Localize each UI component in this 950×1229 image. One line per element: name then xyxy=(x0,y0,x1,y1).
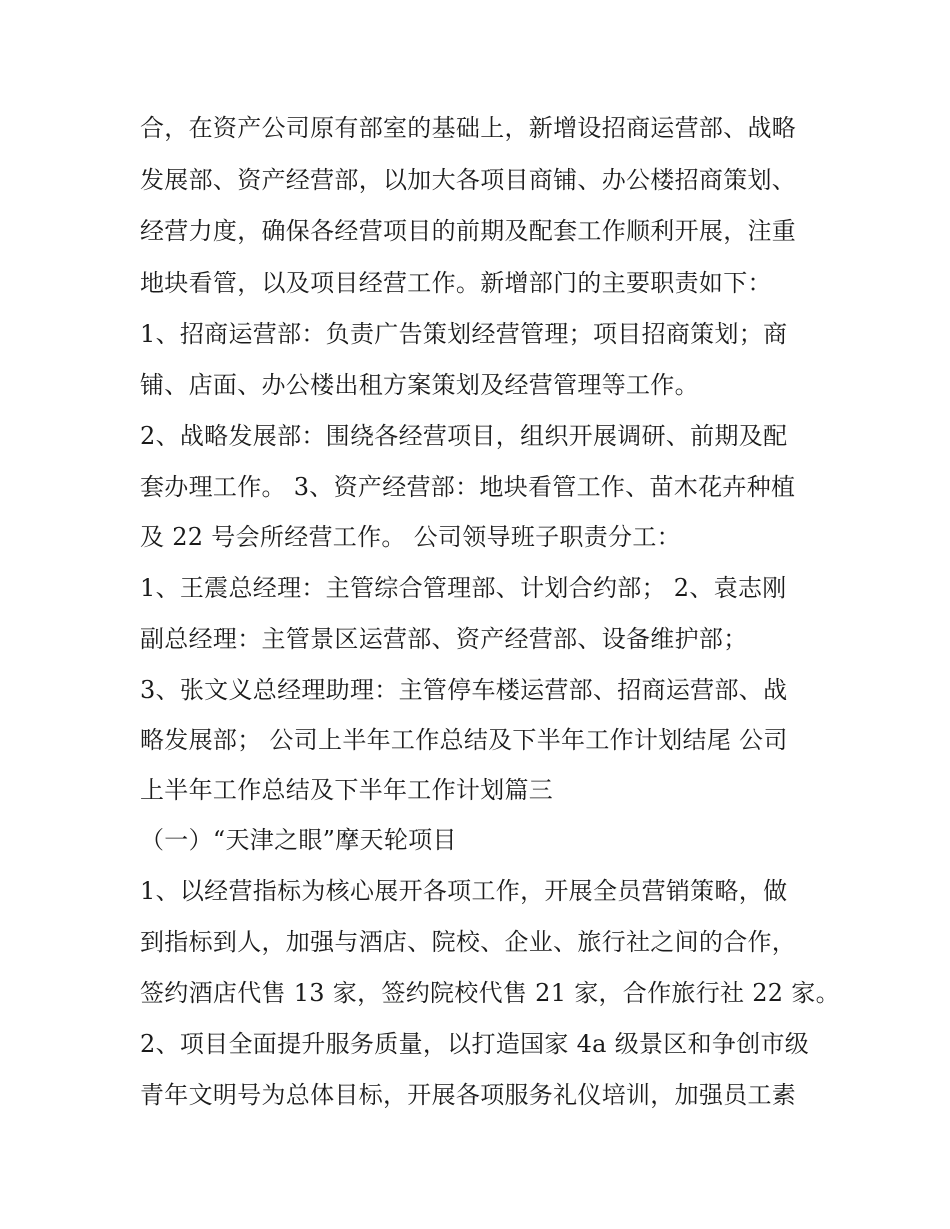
text-line: 签约酒店代售 13 家，签约院校代售 21 家，合作旅行社 22 家。 xyxy=(140,979,840,1007)
text-line: 副总经理：主管景区运营部、资产经营部、设备维护部； xyxy=(140,625,748,653)
text-line: 1、王震总经理：主管综合管理部、计划合约部； 2、袁志刚 xyxy=(140,574,787,602)
text-line: 发展部、资产经营部，以加大各项目商铺、办公楼招商策划、 xyxy=(140,166,797,194)
text-line: 铺、店面、办公楼出租方案策划及经营管理等工作。 xyxy=(140,371,699,399)
text-line: 略发展部； 公司上半年工作总结及下半年工作计划结尾 公司 xyxy=(140,726,788,754)
text-line: 及 22 号会所经营工作。 公司领导班子职责分工： xyxy=(140,523,681,551)
text-line: 合，在资产公司原有部室的基础上，新增设招商运营部、战略 xyxy=(140,114,797,142)
text-line: 1、招商运营部：负责广告策划经营管理；项目招商策划；商 xyxy=(140,320,788,348)
text-line: 套办理工作。 3、资产经营部：地块看管工作、苗木花卉种植 xyxy=(140,473,796,501)
text-line: 青年文明号为总体目标，开展各项服务礼仪培训，加强员工素 xyxy=(140,1081,797,1109)
text-line: 3、张文义总经理助理：主管停车楼运营部、招商运营部、战 xyxy=(140,676,788,704)
text-line: 上半年工作总结及下半年工作计划篇三 xyxy=(140,776,554,804)
text-line: 2、项目全面提升服务质量，以打造国家 4a 级景区和争创市级 xyxy=(140,1030,810,1058)
text-line: 地块看管，以及项目经营工作。新增部门的主要职责如下： xyxy=(140,269,772,297)
text-line: 2、战略发展部：围绕各经营项目，组织开展调研、前期及配 xyxy=(140,422,788,450)
section-heading: （一）“天津之眼”摩天轮项目 xyxy=(140,826,457,854)
text-line: 到指标到人，加强与酒店、院校、企业、旅行社之间的合作， xyxy=(140,928,797,956)
text-line: 经营力度，确保各经营项目的前期及配套工作顺利开展，注重 xyxy=(140,217,797,245)
text-line: 1、以经营指标为核心展开各项工作，开展全员营销策略，做 xyxy=(140,877,788,905)
